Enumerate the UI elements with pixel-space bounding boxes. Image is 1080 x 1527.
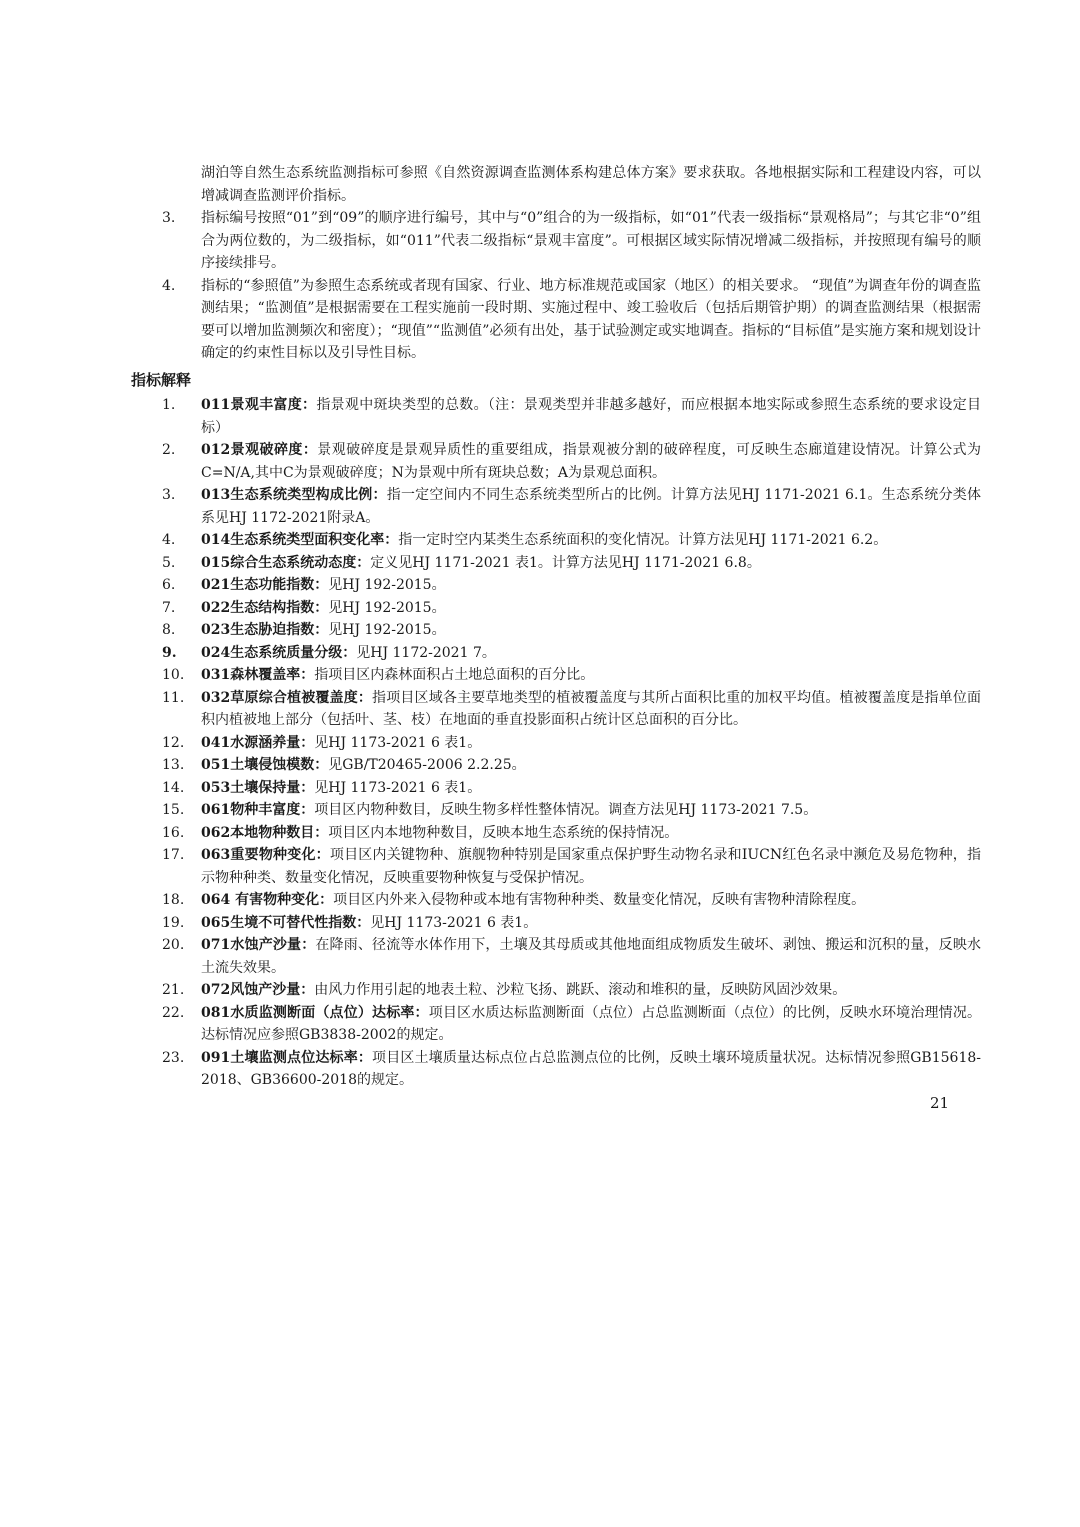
note-text: 指标的“参照值”为参照生态系统或者现有国家、行业、地方标准规范或国家（地区）的相关要求。 “现值”为调查年份的调查监测结果；“监测值”是根据需要在工程实施前一段时期、实施过程中、竣工验收后（包括后期管护期）的调查监测结果（根据需要可以增加监测频次和密度）；“现值”“监测值”必须有出处，基于试验测定或实地调查。指标的“目标值”是实施方案和规划设计确定的约束性目标以及引导性目标。 (201, 277, 981, 361)
definition-text: 指项目区域各主要草地类型的植被覆盖度与其所占面积比重的加权平均值。植被覆盖度是指单位面积内植被地上部分（包括叶、茎、枝）在地面的垂直投影面积占统计区总面积的百分比。 (201, 689, 981, 728)
section-heading: 指标解释 (131, 371, 192, 389)
definition-item (0, 642, 1080, 665)
definition-term: 021生态功能指数： (201, 577, 329, 593)
definition-number: 1. (162, 397, 176, 413)
definition-text: 定义见HJ 1171-2021 表1。计算方法见HJ 1171-2021 6.8。 (370, 554, 761, 571)
definition-text: 见HJ 1172-2021 7。 (356, 644, 496, 661)
definition-number: 20. (162, 937, 185, 953)
definition-number: 9. (162, 644, 177, 661)
definition-item (0, 687, 1080, 732)
definition-number: 12. (162, 734, 185, 751)
definition-item (0, 1047, 1080, 1092)
definition-text: 项目区内关键物种、旗舰物种特别是国家重点保护野生动物名录和IUCN红色名录中濒危及易危物种，指示物种种类、数量变化情况，反映重要物种恢复与受保护情况。 (201, 847, 981, 886)
definition-text: 见GB/T20465-2006 2.2.25。 (328, 757, 526, 773)
definition-term: 071水蚀产沙量： (201, 937, 316, 953)
definition-item (0, 844, 1080, 889)
definitions-list (0, 394, 1080, 1092)
definition-number: 22. (162, 1004, 185, 1021)
definition-item (0, 912, 1080, 935)
definition-text: 在降雨、径流等水体作用下，土壤及其母质或其他地面组成物质发生破坏、剥蚀、搬运和沉积的量，反映水土流失效果。 (201, 937, 981, 976)
definition-text: 见HJ 192-2015。 (328, 577, 446, 593)
definition-number: 17. (162, 847, 185, 863)
definition-term: 022生态结构指数： (201, 599, 329, 616)
definition-item (0, 1002, 1080, 1047)
definition-item (0, 732, 1080, 755)
definition-number: 4. (162, 532, 176, 548)
definition-number: 5. (162, 554, 176, 571)
definition-term: 062本地物种数目： (201, 824, 329, 841)
definition-term: 091土壤监测点位达标率： (201, 1049, 373, 1066)
definition-term: 063重要物种变化： (201, 847, 330, 863)
definition-item (0, 439, 1080, 484)
note-text: 指标编号按照“01”到“09”的顺序进行编号，其中与“0”组合的为一级指标，如“01”代表一级指标“景观格局”；与其它非“0”组合为两位数的，为二级指标，如“011”代表二级指标“景观丰富度”。可根据区域实际情况增减二级指标，并按照现有编号的顺序接续排号。 (201, 210, 981, 271)
definition-term: 013生态系统类型构成比例： (201, 487, 387, 503)
definition-term: 031森林覆盖率： (201, 667, 315, 683)
definition-number: 23. (162, 1049, 185, 1066)
definition-number: 10. (162, 667, 185, 683)
definition-item (0, 799, 1080, 822)
definition-text: 见HJ 192-2015。 (328, 599, 446, 616)
definition-term: 072风蚀产沙量： (201, 982, 315, 998)
definition-text: 指一定时空内某类生态系统面积的变化情况。计算方法见HJ 1171-2021 6.2。 (398, 532, 888, 548)
definition-term: 061物种丰富度： (201, 802, 315, 818)
definition-term: 032草原综合植被覆盖度： (201, 689, 373, 706)
definition-number: 13. (162, 757, 185, 773)
definition-item (0, 619, 1080, 642)
note-number: 4. (162, 277, 176, 294)
definition-text: 见HJ 1173-2021 6 表1。 (314, 734, 482, 751)
definition-number: 14. (162, 779, 185, 796)
definition-item (0, 822, 1080, 845)
definition-text: 见HJ 192-2015。 (328, 622, 446, 638)
definition-text: 项目区内外来入侵物种或本地有害物种种类、数量变化情况，反映有害物种清除程度。 (333, 892, 866, 908)
definition-number: 18. (162, 892, 185, 908)
definition-item (0, 484, 1080, 529)
definition-number: 3. (162, 487, 176, 503)
definition-term: 024生态系统质量分级： (201, 644, 357, 661)
definition-number: 8. (162, 622, 176, 638)
definition-item (0, 574, 1080, 597)
notes-list (0, 207, 1080, 365)
definition-text: 项目区内物种数目，反映生物多样性整体情况。调查方法见HJ 1173-2021 7.5。 (314, 802, 818, 818)
definition-item (0, 664, 1080, 687)
definition-item (0, 529, 1080, 552)
definition-item (0, 394, 1080, 439)
definition-item (0, 777, 1080, 800)
definition-number: 7. (162, 599, 176, 616)
definition-term: 081水质监测断面（点位）达标率： (201, 1004, 429, 1021)
definition-text: 指项目区内森林面积占土地总面积的百分比。 (314, 667, 595, 683)
definition-text: 项目区内本地物种数目，反映本地生态系统的保持情况。 (328, 824, 679, 841)
note-item (0, 275, 1080, 365)
definition-text: 项目区水质达标监测断面（点位）占总监测断面（点位）的比例，反映水环境治理情况。达标情况应参照GB3838-2002的规定。 (201, 1004, 982, 1043)
definition-number: 2. (162, 442, 176, 458)
definition-item (0, 597, 1080, 620)
definition-term: 053土壤保持量： (201, 779, 315, 796)
definition-text: 景观破碎度是景观异质性的重要组成，指景观被分割的破碎程度，可反映生态廊道建设情况。计算公式为C=N/A,其中C为景观破碎度；N为景观中所有斑块总数；A为景观总面积。 (201, 442, 981, 481)
definition-number: 21. (162, 982, 185, 998)
definition-term: 064 有害物种变化： (201, 892, 334, 908)
definition-text: 见HJ 1173-2021 6 表1。 (370, 914, 538, 931)
definition-text: 见HJ 1173-2021 6 表1。 (314, 779, 482, 796)
definition-item (0, 754, 1080, 777)
definition-term: 041水源涵养量： (201, 734, 315, 751)
definition-number: 16. (162, 824, 185, 841)
definition-term: 065生境不可替代性指数： (201, 914, 371, 931)
definition-term: 014生态系统类型面积变化率： (201, 532, 399, 548)
definition-number: 15. (162, 802, 185, 818)
definition-number: 11. (162, 689, 185, 706)
definition-term: 015综合生态系统动态度： (201, 554, 371, 571)
definition-text: 指景观中斑块类型的总数。（注：景观类型并非越多越好，而应根据本地实际或参照生态系统的要求设定目标） (201, 397, 981, 436)
definition-item (0, 889, 1080, 912)
definition-term: 012景观破碎度： (201, 442, 318, 458)
definition-text: 项目区土壤质量达标点位占总监测点位的比例，反映土壤环境质量状况。达标情况参照GB15618-2018、GB36600-2018的规定。 (201, 1049, 981, 1088)
definition-number: 6. (162, 577, 176, 593)
definition-text: 指一定空间内不同生态系统类型所占的比例。计算方法见HJ 1171-2021 6.1。生态系统分类体系见HJ 1172-2021附录A。 (201, 487, 981, 526)
note-number: 3. (162, 210, 176, 226)
definition-item (0, 552, 1080, 575)
definition-number: 19. (162, 914, 185, 931)
definition-term: 051土壤侵蚀模数： (201, 757, 329, 773)
definition-text: 由风力作用引起的地表土粒、沙粒飞扬、跳跃、滚动和堆积的量，反映防风固沙效果。 (314, 982, 847, 998)
continuation-paragraph: 湖泊等自然生态系统监测指标可参照《自然资源调查监测体系构建总体方案》要求获取。各地根据实际和工程建设内容，可以增减调查监测评价指标。 (201, 165, 981, 204)
note-item (0, 207, 1080, 275)
definition-term: 011景观丰富度： (201, 397, 317, 413)
definition-item (0, 979, 1080, 1002)
definition-term: 023生态胁迫指数： (201, 622, 329, 638)
definition-item (0, 934, 1080, 979)
page-number: 21 (930, 1094, 950, 1112)
